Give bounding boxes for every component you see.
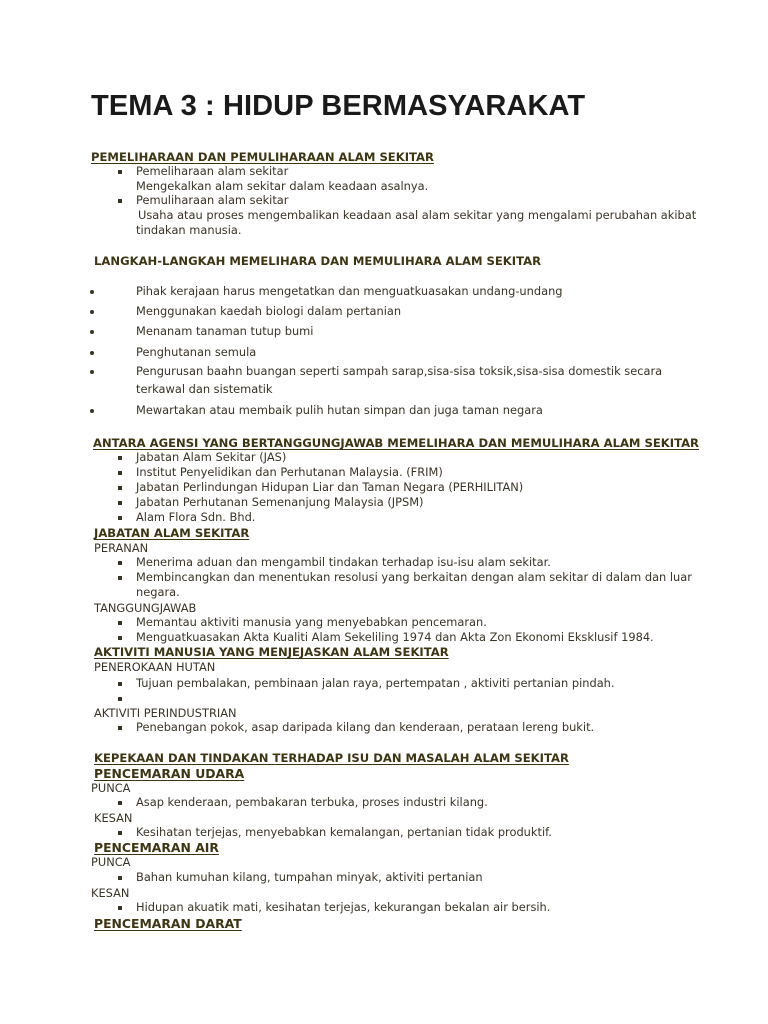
list-item: Membincangkan dan menentukan resolusi yang berkaitan dengan alam sekitar di dalam dan luar bbox=[136, 570, 692, 584]
bullet-pemeliharaan: Pemeliharaan alam sekitar bbox=[136, 164, 289, 178]
label-punca: PUNCA bbox=[91, 781, 131, 795]
list-item: Menggunakan kaedah biologi dalam pertanian bbox=[136, 304, 402, 318]
list-item: Menanam tanaman tutup bumi bbox=[136, 324, 314, 338]
list-item: Menerima aduan dan mengambil tindakan terhadap isu-isu alam sekitar. bbox=[136, 555, 551, 569]
square-bullet bbox=[118, 831, 122, 835]
square-bullet bbox=[118, 456, 122, 460]
heading-pencemaran-darat: PENCEMARAN DARAT bbox=[94, 916, 242, 931]
list-item: Kesihatan terjejas, menyebabkan kemalangan, pertanian tidak produktif. bbox=[136, 825, 552, 839]
list-item: Mewartakan atau membaik pulih hutan simpan dan juga taman negara bbox=[136, 403, 543, 417]
square-bullet bbox=[118, 876, 122, 880]
list-item: Pihak kerajaan harus mengetatkan dan menguatkuasakan undang-undang bbox=[136, 284, 563, 298]
heading-langkah: LANGKAH-LANGKAH MEMELIHARA DAN MEMULIHARA ALAM SEKITAR bbox=[94, 254, 541, 268]
label-kesan: KESAN bbox=[94, 811, 133, 825]
heading-pencemaran-air: PENCEMARAN AIR bbox=[94, 840, 219, 855]
square-bullet bbox=[118, 471, 122, 475]
list-item: Institut Penyelidikan dan Perhutanan Malaysia. (FRIM) bbox=[136, 465, 443, 479]
square-bullet bbox=[118, 697, 122, 701]
square-bullet bbox=[118, 576, 122, 580]
list-item: Pengurusan baahn buangan seperti sampah sarap,sisa-sisa toksik,sisa-sisa domestik secara bbox=[136, 364, 663, 378]
list-item: Jabatan Perhutanan Semenanjung Malaysia (JPSM) bbox=[136, 495, 424, 509]
label-tanggungjawab: TANGGUNGJAWAB bbox=[94, 601, 197, 615]
square-bullet bbox=[118, 621, 122, 625]
heading-pencemaran-udara: PENCEMARAN UDARA bbox=[94, 766, 245, 781]
square-bullet bbox=[118, 199, 122, 203]
list-item: Hidupan akuatik mati, kesihatan terjejas, kekurangan bekalan air bersih. bbox=[136, 900, 551, 914]
page-title: TEMA 3 : HIDUP BERMASYARAKAT bbox=[91, 90, 586, 122]
heading-aktiviti-manusia: AKTIVITI MANUSIA YANG MENJEJASKAN ALAM SEKITAR bbox=[94, 645, 449, 659]
label-aktiviti-perindustrian: AKTIVITI PERINDUSTRIAN bbox=[94, 706, 237, 720]
desc-pemuliharaan-line1: Usaha atau proses mengembalikan keadaan asal alam sekitar yang mengalami perubahan akibat bbox=[138, 208, 697, 222]
heading-kepekaan: KEPEKAAN DAN TINDAKAN TERHADAP ISU DAN MASALAH ALAM SEKITAR bbox=[94, 751, 569, 765]
list-item-continued: negara. bbox=[136, 585, 180, 599]
heading-jabatan-alam-sekitar: JABATAN ALAM SEKITAR bbox=[94, 526, 250, 540]
desc-pemuliharaan-line2: tindakan manusia. bbox=[136, 223, 242, 237]
label-peranan: PERANAN bbox=[94, 541, 149, 555]
list-item: Jabatan Alam Sekitar (JAS) bbox=[136, 450, 287, 464]
heading-pemeliharaan: PEMELIHARAAN DAN PEMULIHARAAN ALAM SEKITAR bbox=[91, 150, 434, 164]
round-bullet bbox=[90, 409, 94, 413]
round-bullet bbox=[90, 330, 94, 334]
square-bullet bbox=[118, 486, 122, 490]
list-item: Jabatan Perlindungan Hidupan Liar dan Taman Negara (PERHILITAN) bbox=[136, 480, 524, 494]
round-bullet bbox=[90, 370, 94, 374]
bullet-pemuliharaan: Pemuliharaan alam sekitar bbox=[136, 193, 289, 207]
round-bullet bbox=[90, 290, 94, 294]
list-item: Penghutanan semula bbox=[136, 345, 257, 359]
list-item: Penebangan pokok, asap daripada kilang dan kenderaan, perataan lereng bukit. bbox=[136, 720, 595, 734]
list-item: Bahan kumuhan kilang, tumpahan minyak, aktiviti pertanian bbox=[136, 870, 483, 884]
round-bullet bbox=[90, 310, 94, 314]
list-item: Asap kenderaan, pembakaran terbuka, proses industri kilang. bbox=[136, 795, 488, 809]
square-bullet bbox=[118, 801, 122, 805]
square-bullet bbox=[118, 170, 122, 174]
square-bullet bbox=[118, 726, 122, 730]
round-bullet bbox=[90, 351, 94, 355]
list-item-continued: terkawal dan sistematik bbox=[136, 382, 273, 396]
label-penerokaan-hutan: PENEROKAAN HUTAN bbox=[94, 660, 216, 674]
square-bullet bbox=[118, 561, 122, 565]
square-bullet bbox=[118, 516, 122, 520]
label-kesan: KESAN bbox=[91, 886, 130, 900]
square-bullet bbox=[118, 906, 122, 910]
square-bullet bbox=[118, 636, 122, 640]
label-punca: PUNCA bbox=[91, 855, 131, 869]
desc-pemeliharaan: Mengekalkan alam sekitar dalam keadaan asalnya. bbox=[136, 179, 429, 193]
list-item: Menguatkuasakan Akta Kualiti Alam Sekeliling 1974 dan Akta Zon Ekonomi Eksklusif 1984. bbox=[136, 630, 654, 644]
list-item: Tujuan pembalakan, pembinaan jalan raya, pertempatan , aktiviti pertanian pindah. bbox=[136, 676, 615, 690]
square-bullet bbox=[118, 501, 122, 505]
list-item: Memantau aktiviti manusia yang menyebabkan pencemaran. bbox=[136, 615, 487, 629]
heading-agensi: ANTARA AGENSI YANG BERTANGGUNGJAWAB MEMELIHARA DAN MEMULIHARA ALAM SEKITAR bbox=[93, 436, 699, 450]
list-item: Alam Flora Sdn. Bhd. bbox=[136, 510, 256, 524]
square-bullet bbox=[118, 682, 122, 686]
